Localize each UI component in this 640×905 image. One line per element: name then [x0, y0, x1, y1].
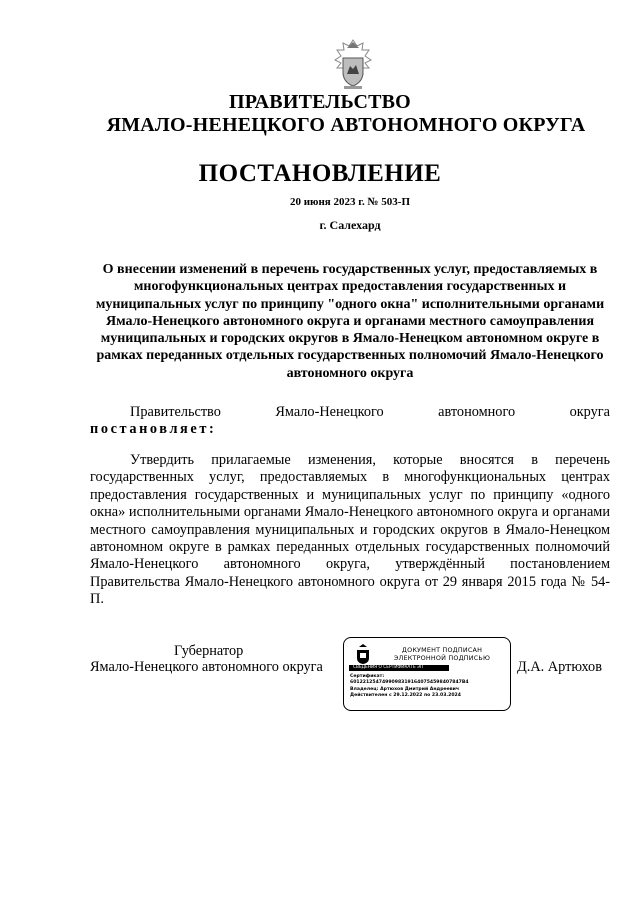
government-title-line2: ЯМАЛО-НЕНЕЦКОГО АВТОНОМНОГО ОКРУГА	[106, 114, 586, 136]
stamp-line2: ЭЛЕКТРОННОЙ ПОДПИСЬЮ	[393, 654, 491, 662]
signer-title-line1: Губернатор	[174, 643, 244, 659]
intro-word: Правительство	[130, 404, 221, 420]
intro-word: Ямало-Ненецкого	[275, 404, 384, 420]
document-city: г. Салехард	[319, 218, 381, 232]
decrees-word: постановляет:	[90, 421, 217, 437]
stamp-cert-label: Сертификат:	[350, 674, 385, 679]
intro-word: округа	[569, 404, 610, 420]
signer-name: Д.А. Артюхов	[517, 659, 602, 675]
document-subject: О внесении изменений в перечень государственных услуг, предоставляемых в многофункциональных центрах предоставления государственных и муниципальных услуг по принципу "одного окна" исполнительными органами Ямало-Ненецкого автономного округа и органами местного самоуправления муниципальных и городских округов в Ямало-Ненецком автономном округе в рамках переданных отдельных государственных полномочий Ямало-Ненецкого автономного округа	[95, 262, 605, 381]
intro-word: автономного	[438, 404, 516, 420]
stamp-validity: Действителен с 29.12.2022 по 23.03.2024	[350, 693, 461, 699]
stamp-header	[382, 646, 502, 662]
stamp-emblem-icon	[354, 643, 372, 665]
stamp-details	[350, 674, 506, 700]
body-paragraph: Утвердить прилагаемые изменения, которые вносятся в перечень государственных услуг, предоставляемых в многофункциональных центрах предоставления государственных и муниципальных услуг по принципу «одного окна» исполнительными органами Ямало-Ненецкого автономного округа и органами местного самоуправления муниципальных и городских округов в Ямало-Ненецком автономном округе в рамках переданных отдельных государственных полномочий Ямало-Ненецкого автономного округа, утверждённый постановлением Правительства Ямало-Ненецкого автономного округа от 29 января 2015 года № 54-П.	[90, 452, 610, 608]
stamp-owner: Владелец: Артюхов Дмитрий Андреевич	[350, 686, 460, 692]
document-date-number: 20 июня 2023 г. № 503-П	[289, 196, 411, 208]
government-title-line1: ПРАВИТЕЛЬСТВО	[229, 91, 411, 113]
document-type: ПОСТАНОВЛЕНИЕ	[198, 160, 442, 187]
stamp-info-bar: СВЕДЕНИЯ О СЕРТИФИКАТЕ ЭП	[349, 665, 449, 671]
stamp-cert-number: 60122125474990983191640754598407847B4	[350, 680, 469, 686]
stamp-line1: ДОКУМЕНТ ПОДПИСАН	[401, 646, 483, 654]
electronic-signature-stamp	[343, 637, 511, 711]
signer-title-line2: Ямало-Ненецкого автономного округа	[90, 659, 323, 675]
intro-paragraph	[90, 404, 610, 438]
coat-of-arms-emblem	[330, 38, 376, 92]
